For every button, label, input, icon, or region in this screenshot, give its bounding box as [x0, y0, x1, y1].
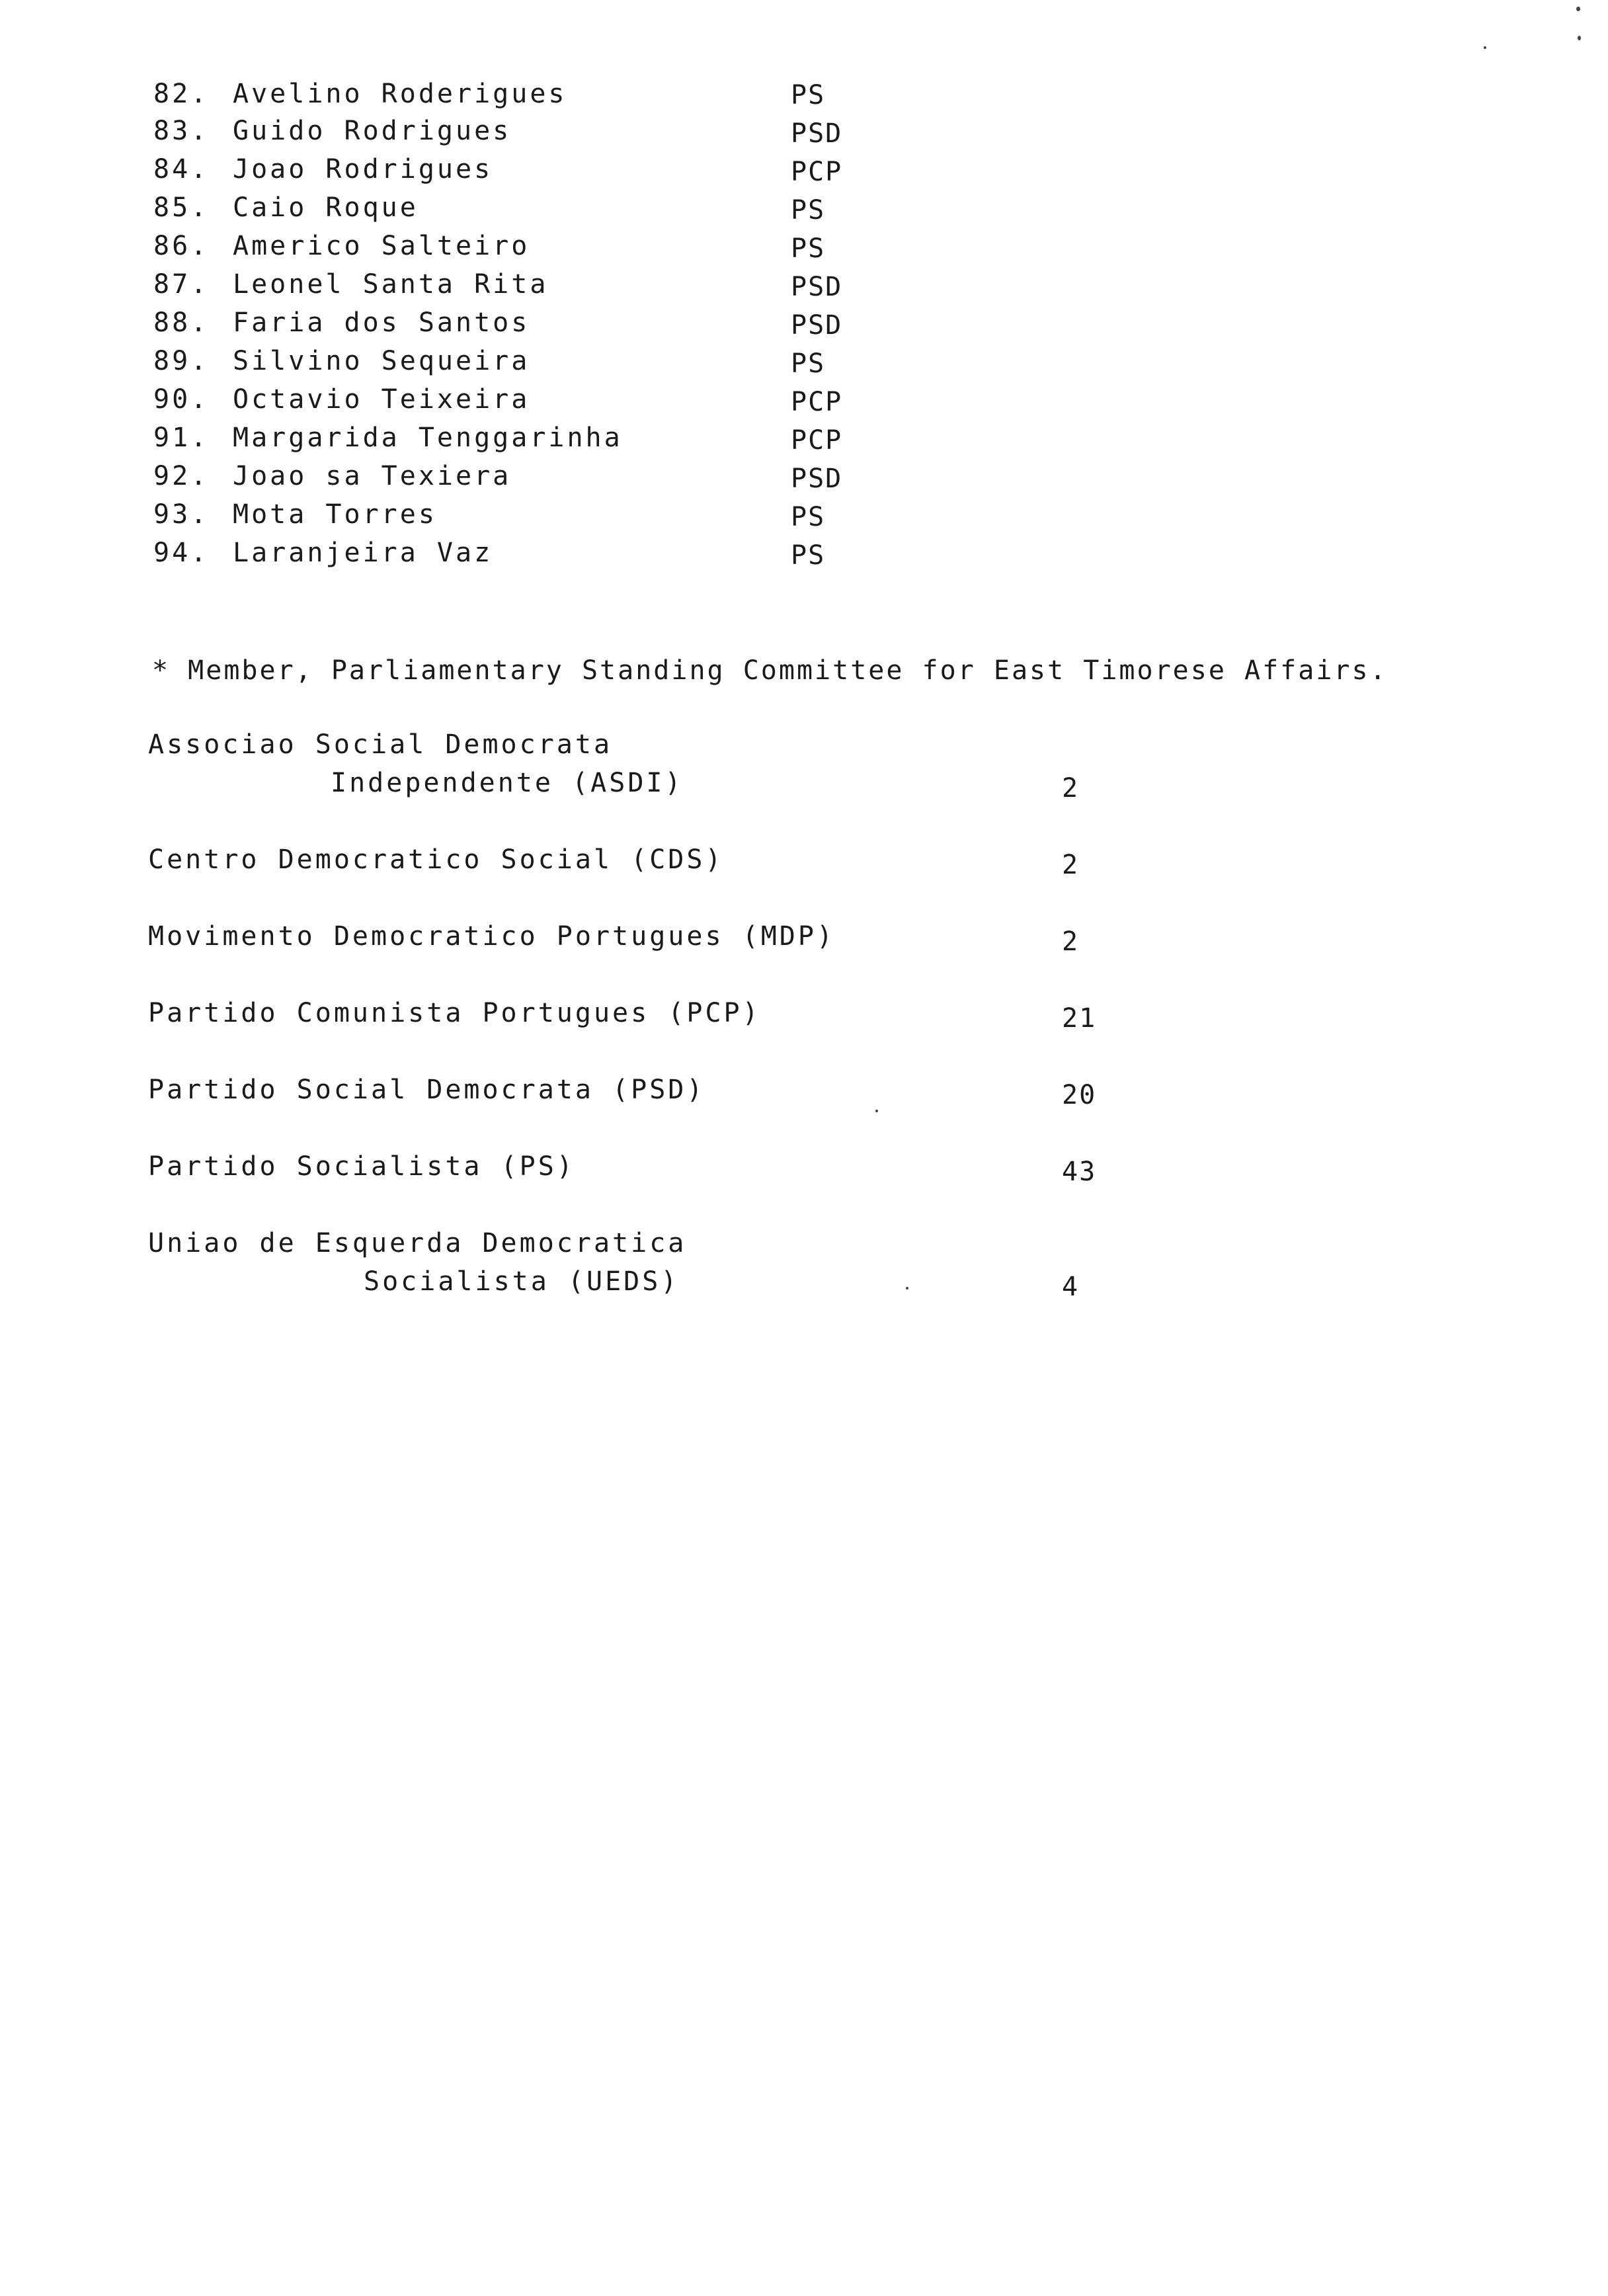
party-seats: 2 — [1062, 850, 1080, 880]
party-name: Partido Comunista Portugues (PCP) — [148, 998, 761, 1028]
party-name: Movimento Democratico Portugues (MDP) — [148, 921, 836, 952]
member-name: Joao sa Texiera — [233, 461, 512, 491]
member-party: PS — [791, 540, 826, 571]
member-name: Avelino Roderigues — [233, 79, 567, 109]
member-number: 83. — [153, 116, 210, 146]
party-name: Partido Socialista (PS) — [148, 1151, 575, 1182]
member-party: PS — [791, 80, 826, 110]
member-number: 88. — [153, 308, 210, 338]
scan-speck — [875, 1110, 878, 1112]
party-seats: 2 — [1062, 773, 1080, 803]
scan-speck — [1484, 46, 1486, 49]
member-name: Caio Roque — [233, 192, 419, 223]
member-number: 86. — [153, 231, 210, 261]
scan-speck — [1576, 7, 1580, 11]
member-number: 89. — [153, 346, 210, 376]
member-name: Laranjeira Vaz — [233, 538, 493, 568]
member-number: 84. — [153, 154, 210, 184]
party-name-continued: Socialista (UEDS) — [364, 1266, 680, 1297]
party-name: Associao Social Democrata — [148, 729, 613, 760]
member-name: Faria dos Santos — [233, 308, 530, 338]
member-name: Mota Torres — [233, 499, 437, 530]
member-name: Silvino Sequeira — [233, 346, 530, 376]
member-number: 91. — [153, 423, 210, 453]
member-name: Margarida Tenggarinha — [233, 423, 623, 453]
member-party: PSD — [791, 310, 843, 341]
member-party: PS — [791, 502, 826, 532]
member-party: PSD — [791, 118, 843, 149]
member-number: 92. — [153, 461, 210, 491]
member-number: 93. — [153, 499, 210, 530]
member-party: PS — [791, 233, 826, 264]
member-party: PS — [791, 348, 826, 379]
party-seats: 2 — [1062, 926, 1080, 957]
footnote: * Member, Parliamentary Standing Committee for East Timorese Affairs. — [152, 655, 1388, 686]
party-seats: 43 — [1062, 1157, 1097, 1187]
party-seats: 4 — [1062, 1272, 1080, 1302]
party-name: Partido Social Democrata (PSD) — [148, 1075, 705, 1105]
party-name-continued: Independente (ASDI) — [331, 768, 684, 798]
member-name: Americo Salteiro — [233, 231, 530, 261]
member-party: PCP — [791, 425, 843, 456]
member-name: Leonel Santa Rita — [233, 269, 549, 300]
member-number: 94. — [153, 538, 210, 568]
member-number: 90. — [153, 384, 210, 415]
member-number: 85. — [153, 192, 210, 223]
member-party: PCP — [791, 387, 843, 417]
scan-speck — [906, 1287, 908, 1290]
member-name: Octavio Teixeira — [233, 384, 530, 415]
member-number: 87. — [153, 269, 210, 300]
member-name: Joao Rodrigues — [233, 154, 493, 184]
member-name: Guido Rodrigues — [233, 116, 512, 146]
party-seats: 20 — [1062, 1080, 1097, 1110]
scan-speck — [1578, 36, 1581, 40]
party-name: Uniao de Esquerda Democratica — [148, 1228, 687, 1258]
member-party: PSD — [791, 464, 843, 494]
member-number: 82. — [153, 79, 210, 109]
party-seats: 21 — [1062, 1003, 1097, 1034]
member-party: PCP — [791, 157, 843, 187]
member-party: PS — [791, 195, 826, 226]
party-name: Centro Democratico Social (CDS) — [148, 844, 724, 875]
member-party: PSD — [791, 272, 843, 302]
